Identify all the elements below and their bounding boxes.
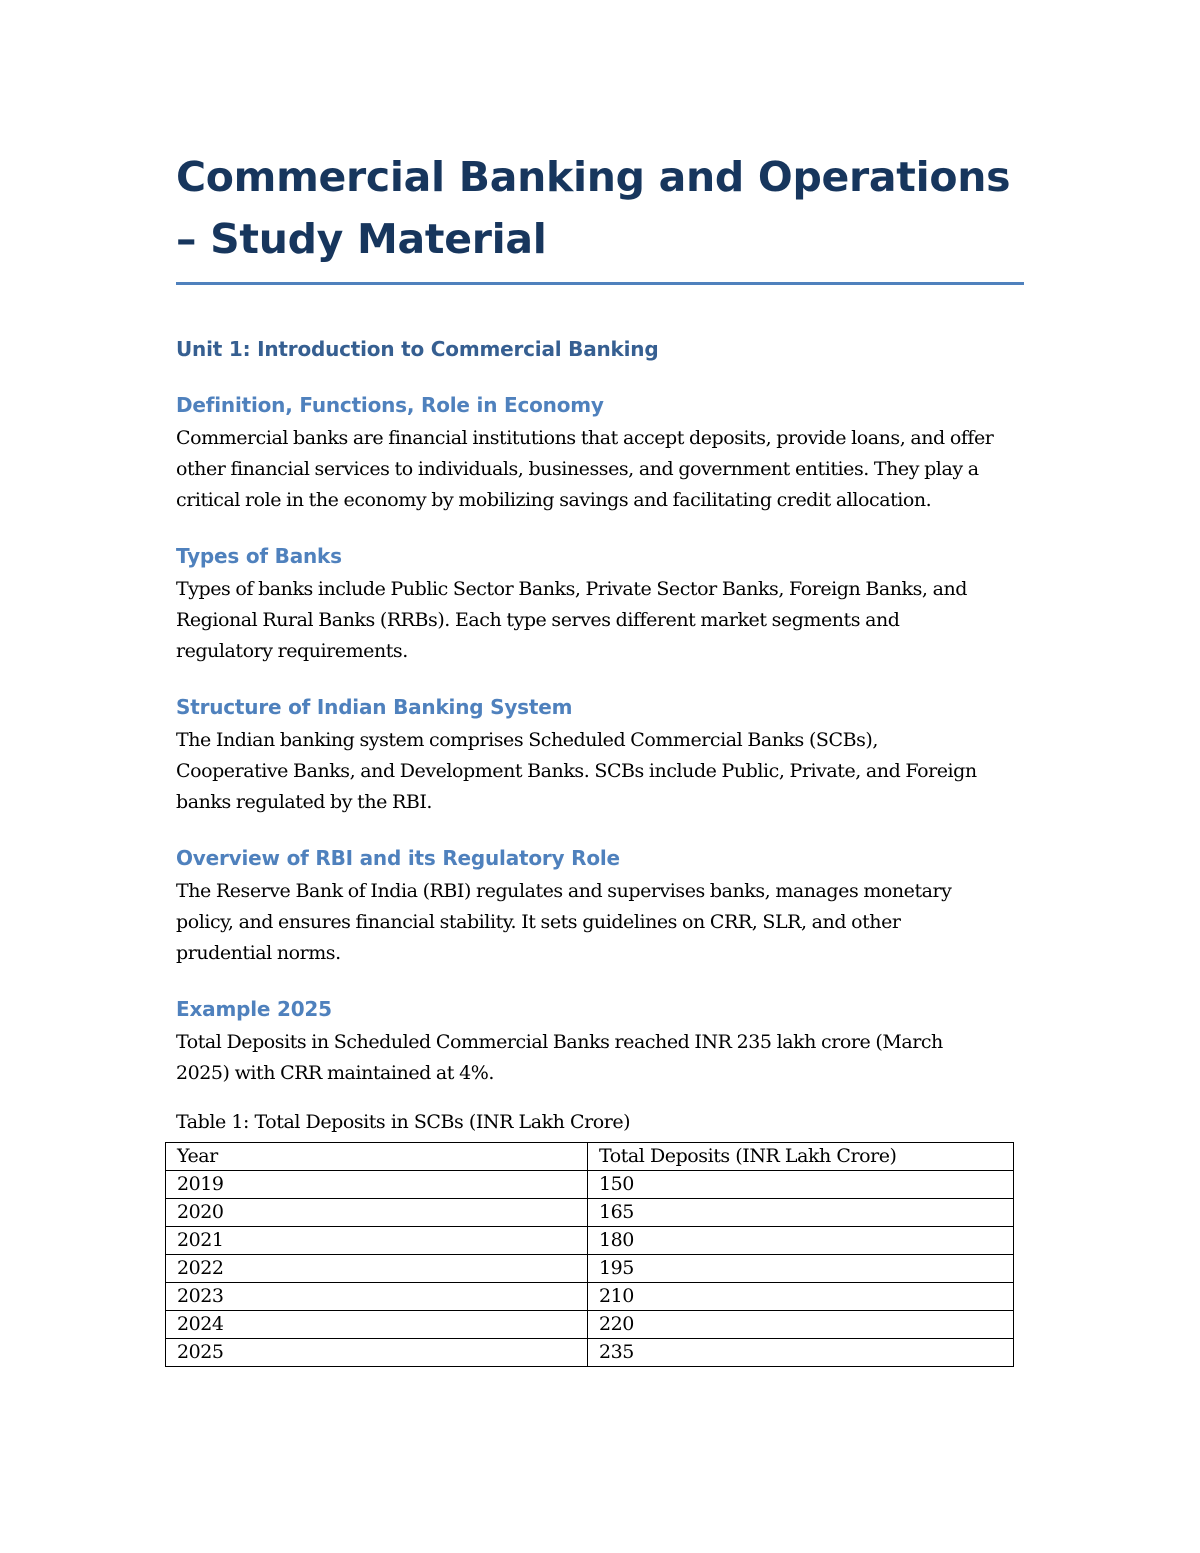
paragraph-line: prudential norms. [176, 942, 341, 964]
section-paragraph [176, 725, 1024, 818]
table-cell-deposits: 180 [588, 1227, 1014, 1255]
section-rbi-overview [176, 844, 1024, 969]
document-title: Commercial Banking and Operations – Study Material [176, 146, 1024, 285]
table-row [166, 1199, 1014, 1227]
document-content [176, 146, 1024, 1138]
table-row [166, 1283, 1014, 1311]
table-row [166, 1171, 1014, 1199]
deposits-table [165, 1142, 1014, 1367]
section-structure [176, 693, 1024, 818]
paragraph-line: Commercial banks are financial institutions that accept deposits, provide loans, and offer [176, 427, 994, 449]
table-row [166, 1339, 1014, 1367]
section-types-of-banks [176, 542, 1024, 667]
table-cell-year: 2025 [166, 1339, 588, 1367]
table-cell-deposits: 220 [588, 1311, 1014, 1339]
paragraph-line: The Indian banking system comprises Scheduled Commercial Banks (SCBs), [176, 729, 878, 751]
paragraph-line: Types of banks include Public Sector Banks, Private Sector Banks, Foreign Banks, and [176, 578, 967, 600]
table-cell-year: 2024 [166, 1311, 588, 1339]
table-cell-year: 2022 [166, 1255, 588, 1283]
table-cell-deposits: 210 [588, 1283, 1014, 1311]
table-cell-year: 2020 [166, 1199, 588, 1227]
table-cell-year: 2021 [166, 1227, 588, 1255]
section-example-2025 [176, 995, 1024, 1089]
section-paragraph [176, 1027, 1024, 1089]
paragraph-line: 2025) with CRR maintained at 4%. [176, 1062, 494, 1084]
unit-heading: Unit 1: Introduction to Commercial Banking [176, 337, 659, 361]
table-caption: Table 1: Total Deposits in SCBs (INR Lakh Crore) [176, 1111, 631, 1133]
paragraph-line: critical role in the economy by mobilizing savings and facilitating credit allocation. [176, 489, 932, 511]
paragraph-line: banks regulated by the RBI. [176, 791, 432, 813]
section-definition [176, 391, 1024, 516]
table-header-row [166, 1143, 1014, 1171]
paragraph-line: Total Deposits in Scheduled Commercial Banks reached INR 235 lakh crore (March [176, 1031, 943, 1053]
section-paragraph [176, 423, 1024, 516]
paragraph-line: Cooperative Banks, and Development Banks. SCBs include Public, Private, and Foreign [176, 760, 977, 782]
table-cell-deposits: 195 [588, 1255, 1014, 1283]
table-cell-deposits: 235 [588, 1339, 1014, 1367]
table-row [166, 1227, 1014, 1255]
paragraph-line: The Reserve Bank of India (RBI) regulates and supervises banks, manages monetary [176, 880, 952, 902]
section-paragraph [176, 574, 1024, 667]
section-heading: Structure of Indian Banking System [176, 695, 573, 719]
table-cell-deposits: 150 [588, 1171, 1014, 1199]
section-paragraph [176, 876, 1024, 969]
table-row [166, 1255, 1014, 1283]
table-header-cell: Year [166, 1143, 588, 1171]
section-heading: Types of Banks [176, 544, 342, 568]
section-heading: Definition, Functions, Role in Economy [176, 393, 604, 417]
table-cell-deposits: 165 [588, 1199, 1014, 1227]
paragraph-line: policy, and ensures financial stability. It sets guidelines on CRR, SLR, and other [176, 911, 901, 933]
section-heading: Example 2025 [176, 997, 332, 1021]
paragraph-line: regulatory requirements. [176, 640, 408, 662]
paragraph-line: other financial services to individuals, businesses, and government entities. They play a [176, 458, 979, 480]
paragraph-line: Regional Rural Banks (RRBs). Each type serves different market segments and [176, 609, 900, 631]
table-cell-year: 2019 [166, 1171, 588, 1199]
table-row [166, 1311, 1014, 1339]
table-cell-year: 2023 [166, 1283, 588, 1311]
table-header-cell: Total Deposits (INR Lakh Crore) [588, 1143, 1014, 1171]
section-heading: Overview of RBI and its Regulatory Role [176, 846, 620, 870]
